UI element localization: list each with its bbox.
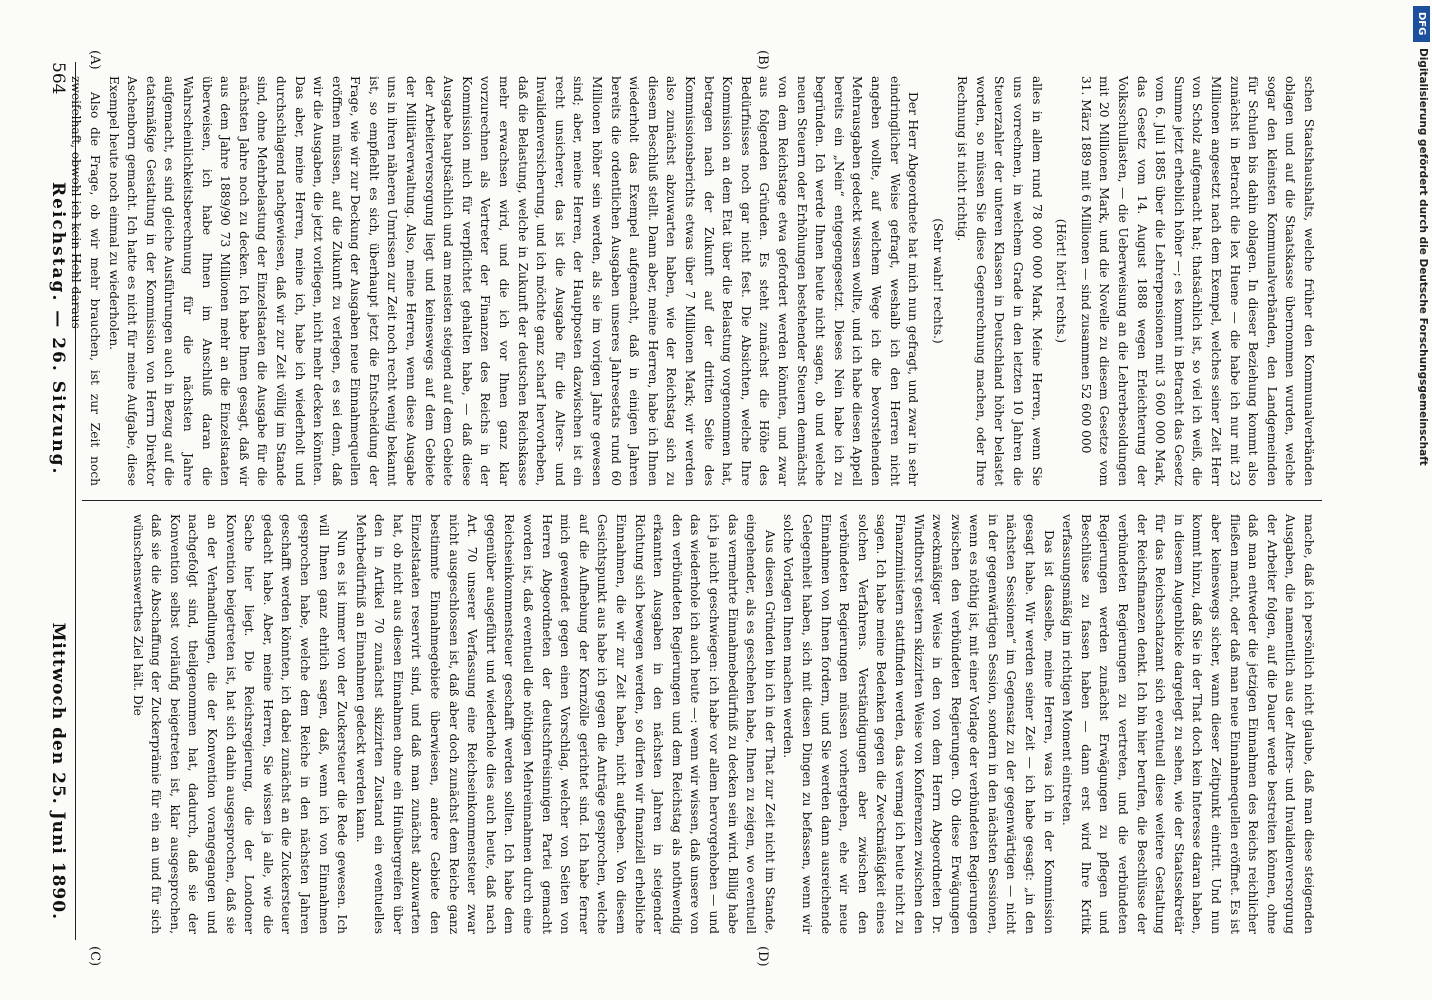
margin-mark-c: (C)	[87, 946, 102, 967]
interjection: (Sehr wahr! rechts.)	[930, 218, 945, 344]
paragraph: alles in allem rund 78 000 000 Mark. Meine Herren, wenn Sie uns vorrechnen, in welchem Grade in den letzten 10 Jahren die Steuerzahler der unteren Klassen in Deutschland höher belastet worden, so müssen Sie diese Gegenrechnung machen, oder Ihre Rechnung ist nicht richtig.	[955, 76, 1044, 486]
column-divider	[82, 500, 1322, 501]
paragraph: Der Herr Abgeordnete hat mich nun gefragt, und zwar in sehr eindringlicher Weise gefragt, weshalb ich den Herren nicht angeben wollte, auf welchem Wege ich die bevorstehenden Mehrausgaben gedeckt wissen wollte, und ich habe diesen Appell bereits ein „Nein“ entgegengesetzt. Dieses Nein habe ich zu begründen. Ich werde Ihnen heute nicht sagen, ob und welche neuen Steuern oder Erhöhungen bestehender Steuern demnächst von dem Reichstage etwa gefordert werden könnten, und zwar aus folgenden Gründen. Es steht zunächst die Höhe des Bedürfnisses noch gar nicht fest. Die Absichten, welche Ihre Kommission an dem Etat über die Belastung vorgenommen hat, betragen nach der Zukunft auf der dritten Seite des Kommissionsberichts etwas über 7 Millionen Mark; wir werden also zunächst abzuwarten haben, wie der Reichstag sich zu diesem Beschluß stellt. Dann aber, meine Herren, habe ich Ihnen wiederholt das Exempel aufgemacht, daß in einigen Jahren bereits die ordentlichen Ausgaben unseres Jahresetats rund 60 Millionen höher sein werden, als sie im vorigen Jahre gewesen sind; aber, meine Herren, der Hauptposten dazwischen ist ein recht unsicherer, das ist die Ausgabe für die Alters- und Invalidenversicherung, und ich möchte ganz scharf hervorheben, daß die Belastung, welche in Zukunft der deutschen Reichskasse mehr erwachsen wird, und die ich vor Ihnen ganz klar vorzurechnen als Vertreter der Finanzen des Reichs in der Kommission mich für verpflichtet gehalten habe, — daß diese Ausgabe hauptsächlich und am meisten steigend auf dem Gebiete der Arbeiterversorgung liegt und keineswegs auf dem Gebiete der Militärverwaltung. Also, meine Herren, wenn diese Ausgabe uns in ihren näheren Umrissen zur Zeit noch recht wenig bekannt ist, so empfiehlt es sich, überhaupt jetzt die Entscheidung der Frage, wie wir zur Deckung der Ausgaben neue Einnahmequellen eröffnen müssen, auf die Zukunft zu verlegen, es sei denn, daß wir die Ausgaben, die jetzt vorliegen, nicht mehr decken könnten. Das aber, meine Herren, meine ich, habe ich wiederholt und durchschlagend nachgewiesen, daß wir zur Zeit völlig im Stande sind, ohne Mehrbelastung der Einzelstaaten die Ausgabe für die nächsten Jahre noch zu decken. Ich habe Ihnen gesagt, daß wir aus dem Jahre 1889/90 73 Millionen mehr an die Einzelstaaten überweisen, ich habe Ihnen im Anschluß daran die Wahrscheinlichkeitsberechnung für die nächsten Jahre aufgemacht, es sind gleiche Ausführungen auch in Bezug auf die etatsmäßige Gestaltung in der Kommission von Herrn Direktor Aschenborn gemacht. Ich hatte es nicht für meine Aufgabe, diese Exempel heute noch einmal zu wiederholen.	[106, 76, 921, 486]
dfg-logo: DFG	[1413, 6, 1430, 42]
header-left-title: Reichstag. — 26. Sitzung.	[48, 182, 68, 476]
running-header	[42, 62, 70, 940]
header-right-title: Mittwoch den 25. Juni 1890.	[48, 622, 68, 920]
interjection: (Hört! hört! rechts.)	[1054, 218, 1069, 344]
right-text-column	[82, 514, 1318, 934]
left-text-column	[69, 76, 1318, 486]
paragraph: Also die Frage, ob wir mehr brauchen, ist zur Zeit noch zweifelhaft, obwohl ich kein Hehl daraus	[69, 76, 102, 486]
margin-mark-b: (B)	[755, 50, 770, 70]
paragraph: Das ist dasselbe, meine Herren, was ich in der Kommission gesagt habe. Wir werden seiner Zeit — ich habe gesagt: „in den nächsten Sessionen“ im Gegensatz zu der gegenwärtigen — nicht in der gegenwärtigen Session, sondern in den nächsten Sessionen, wenn es nöthig ist, mit einer Vorlage der verbündeten Regierungen zwischen den verbündeten Regierungen. Ob diese Erwägungen zweckmäßiger Weise in den von dem Herrn Abgeordneten Dr. Windthorst gestern skizzirten Weise von Konferenzen zwischen den Finanzministern stattfinden werden, das vermag ich heute nicht zu sagen. Ich habe meine Bedenken gegen die Zweckmäßigkeit eines solchen Verfahrens. Verständigungen aber zwischen den verbündeten Regierungen müssen vorhergehen, ehe wir neue Einnahmen von Ihnen fordern, und Sie werden dann ausreichende Gelegenheit haben, sich mit diesen Dingen zu befassen, wenn wir solche Vorlagen Ihnen machen werden.	[781, 514, 1056, 934]
paragraph: Aus diesen Gründen bin ich in der That zur Zeit nicht im Stande, eingehender, als es geschehen habe, Ihnen zu zeigen, wo eventuell das vermehrte Einnahmebedürfniß zu decken sein wird. Billig habe ich ja nicht geschwiegen: ich habe vor allem hervorgehoben — und das wiederhole ich auch heute —: wenn wir wissen, daß unsere von den verbündeten Regierungen und dem Reichstag als nothwendig erkannten Ausgaben in den nächsten Jahren in steigender Richtung sich bewegen werden, so dürfen wir finanziell erhebliche Einnahmen, die wir zur Zeit haben, nicht aufgeben. Von diesem Gesichtspunkt aus habe ich gegen die Anträge gesprochen, welche auf die Aufhebung der Kornzölle gerichtet sind. Ich habe ferner mich gewendet gegen einen Vorschlag, welcher von Seiten von Herren Abgeordneten der deutschfreisinnigen Partei gemacht worden ist, daß eventuell die nöthigen Mehreinnahmen durch eine Reichseinkommensteuer geschafft werden sollten. Ich habe dem gegenüber ausgeführt und wiederhole dies auch heute, daß nach Art. 70 unserer Verfassung eine Reichseinkommensteuer zwar nicht ausgeschlossen ist, daß aber doch zunächst dem Reiche ganz bestimmte Einnahmegebiete überwiesen, andere Gebiete den Einzelstaaten reservirt sind, und daß man zunächst abzuwarten hat, ob nicht aus diesen Einnahmen ohne ein Hinübergreifen über den in Artikel 70 zunächst skizzirten Zustand ein eventuelles Mehrbedürfniß an Einnahmen gedeckt werden kann.	[353, 514, 777, 934]
digitization-credit: Digitalisierung gefördert durch die Deutsche Forschungsgemeinschaft	[1417, 48, 1429, 466]
page-number: 564	[48, 62, 68, 95]
paragraph: mache, daß ich persönlich nicht glaube, daß man diese steigenden Ausgaben, die namentlich aus der Alters- und Invalidenversorgung der Arbeiter folgen, auf die Dauer werde bestreiten können, ohne daß man entweder die jetzigen Einnahmen des Reichs reichlicher fließen macht, oder daß man neue Einnahmequellen eröffnet. Es ist aber keineswegs sicher, wann dieser Zeitpunkt eintritt. Und nun kommt hinzu, daß Sie in der That doch kein Interesse daran haben, in diesem Augenblicke dargelegt zu sehen, wie der Staatssekretär für das Reichsschatzamt sich eventuell diese weitere Gestaltung der Reichsfinanzen denkt. Ich bin hier berufen, die Beschlüsse der verbündeten Regierungen zu vertreten, und die verbündeten Regierungen werden zunächst Erwägungen zu pflegen und Beschlüsse zu fassen haben — dann erst wird Ihre Kritik verfassungsmäßig im richtigen Moment eintreten.	[1060, 514, 1316, 934]
margin-mark-d: (D)	[755, 946, 770, 967]
margin-mark-a: (A)	[87, 50, 102, 70]
paragraph: Nun es ist immer von der Zuckersteuer die Rede gewesen. Ich will Ihnen ganz ehrlich sagen, daß, wenn ich von Einnahmen gesprochen habe, welche dem Reiche in den nächsten Jahren geschafft werden könnten, ich dabei zunächst an die Zuckersteuer gedacht habe. Aber, meine Herren, Sie wissen ja alle, wie die Sache hier liegt. Die Reichsregierung, die der Londoner Konvention beigetreten ist, hat sich dahin ausgesprochen, daß sie an der Verhandlungen, die der Konvention vorangegangen und nachgefolgt sind, theilgenommen hat, dadurch, daß sie der Konvention selbst vorläufig beigetreten ist, klar ausgesprochen, daß sie die Abschaffung der Zuckerprämie für ein an und für sich wünschenswerthes Ziel hält. Die	[130, 514, 350, 934]
paragraph: schen Staatshaushalts, welche früher den Kommunalverbänden oblagen und auf die Staatskasse übernommen wurden, welche sogar den kleinsten Kommunalverbänden, den Landgemeinden für Schulen bis dahin oblagen. In dieser Beziehung kommt also zunächst in Betracht die lex Huene — die habe ich nur mit 23 Millionen angesetzt nach dem Exempel, welches seiner Zeit Herr von Scholz aufgemacht hat; thatsächlich ist, so viel ich weiß, die Summe jetzt erheblich höher —; es kommt in Betracht das Gesetz vom 6. Juli 1885 über die Lehrerpensionen mit 3 600 000 Mark, das Gesetz vom 14. August 1888 wegen Erleichterung der Volksschullasten, — die Ueberweisung an die Lehrerbesoldungen mit 20 Millionen Mark, und die Novelle zu diesem Gesetze vom 31. März 1889 mit 6 Millionen — sind zusammen 52 600 000	[1078, 76, 1316, 486]
